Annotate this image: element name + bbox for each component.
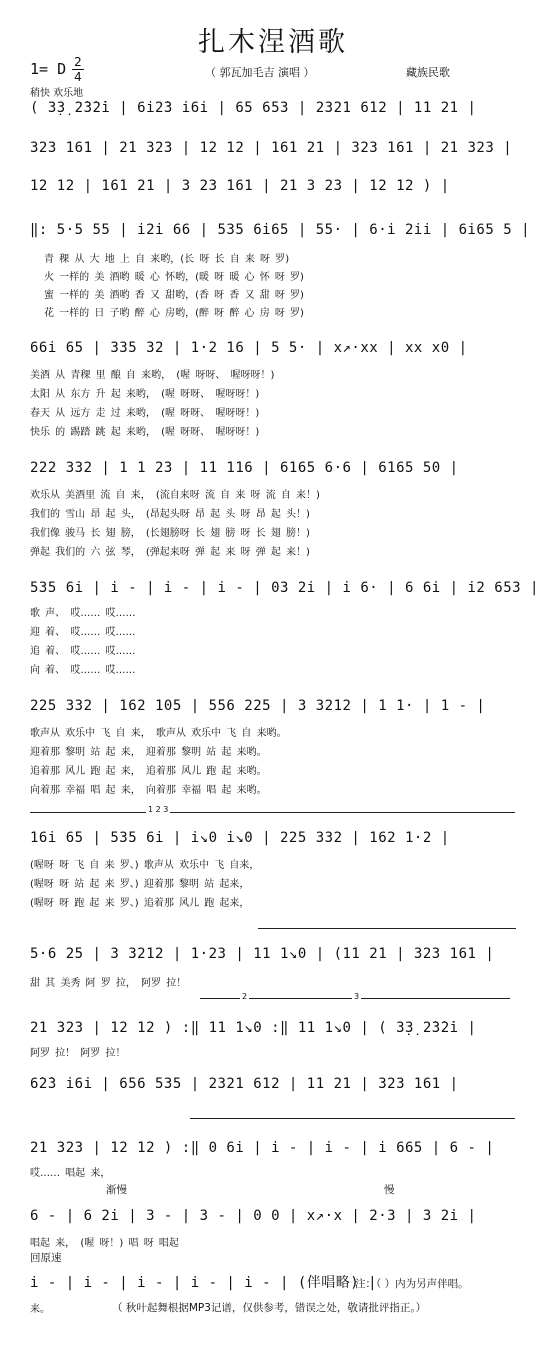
tempo-mark-slow-1: 渐慢 <box>106 1184 127 1196</box>
singer-credit: （ 郭瓦加毛吉 演唱 ） <box>205 66 315 79</box>
lyric-line: 青 稞 从 大 地 上 自 来哟，(长 呀 长 自 来 呀 罗) <box>44 254 290 265</box>
key-signature: 1= D <box>30 60 67 78</box>
volta-label-1: 1 2 3 <box>148 805 169 814</box>
score-line-2: 323 161 | 21 323 | 12 12 | 161 21 | 323 161 | 21 323 | <box>30 140 513 156</box>
score-line-9: 16i 65 | 535 6i | i↘0 i↘0 | 225 332 | 162 1·2 | <box>30 830 450 846</box>
genre-label: 藏族民歌 <box>406 66 450 79</box>
score-line-4: ‖: 5·5 55 | i2i 66 | 535 6i65 | 55· | 6·i 2ii | 6i65 5 | <box>30 222 531 238</box>
lyrics-block-3 <box>30 486 320 558</box>
lyric-line: (喔呀 呀 站 起 来 罗、) 迎着那 黎明 站 起来， <box>30 879 250 890</box>
lyric-line: 我们的 雪山 昂 起 头， (昂起头呀 昂 起 头 呀 昂 起 头！) <box>30 509 310 520</box>
lyrics-block-4 <box>30 604 136 676</box>
lyric-line: 欢乐从 美酒里 流 自 来， (流自来呀 流 自 来 呀 流 自 来！) <box>30 490 320 501</box>
lyric-line: 春天 从 远方 走 过 来哟， (喔 呀呀、 喔呀呀！) <box>30 408 260 419</box>
lyrics-block-1 <box>44 250 304 319</box>
lyric-line: 花 一样的 日 子哟 醉 心 房哟，(醉 呀 醉 心 房 呀 罗) <box>44 308 304 319</box>
lyrics-block-2 <box>30 366 275 438</box>
tempo-marking: 稍快 欢乐地 <box>30 88 84 99</box>
score-line-12: 6̇2̇3 i6i | 656 535 | 2321 612 | 11 21 | 323 161 | <box>30 1076 459 1092</box>
lyric-line-9: 哎…… 唱起 来， <box>30 1168 111 1179</box>
time-signature <box>72 56 84 83</box>
lyric-line: 太阳 从 东方 升 起 来哟， (喔 呀呀、 喔呀呀！) <box>30 389 260 400</box>
tempo-mark-return: 回原速 <box>30 1252 62 1264</box>
lyrics-block-6 <box>30 856 260 909</box>
lyric-line: (喔呀 呀 跑 起 来 罗、) 追着那 风儿 跑 起来， <box>30 898 250 909</box>
lyric-line: 歌声从 欢乐中 飞 自 来， 歌声从 欢乐中 飞 自 来哟。 <box>30 728 287 739</box>
score-line-10: 5·6 25 | 3 3212 | 1·23 | 11 1↘0 | (11 21 | 323 161 | <box>30 946 495 962</box>
lyric-line: 向 着、 哎…… 哎…… <box>30 665 136 676</box>
footnote: 注：（ ）内为另声伴唱。 <box>355 1278 469 1290</box>
score-line-11: 21 323 | 12 12 ) :‖ 11 1↘0 :‖ 11 1↘0 | ( 3̣3̣ 2̇3̇2̇i | <box>30 1020 477 1036</box>
score-line-3: 12 12 | 161 21 | 3 23 161 | 21 3 23 | 12 12 ) | <box>30 178 450 194</box>
lyric-line: 歌 声、 哎…… 哎…… <box>30 608 136 619</box>
lyric-line: 追着那 风儿 跑 起 来， 追着那 风儿 跑 起 来哟。 <box>30 766 267 777</box>
score-line-13: 21 323 | 12 12 ) :‖ 0 6i | i - | i - | i 665 | 6 - | <box>30 1140 495 1156</box>
lyric-line: 向着那 幸福 唱 起 来， 向着那 幸福 唱 起 来哟。 <box>30 785 267 796</box>
lyric-line: 弹起 我们的 六 弦 琴， (弹起来呀 弹 起 来 呀 弹 起 来！) <box>30 547 310 558</box>
time-numerator: 2 <box>74 55 82 69</box>
lyric-line: 美酒 从 青稞 里 酿 自 来哟， (喔 呀呀、 喔呀呀！) <box>30 370 275 381</box>
score-line-1: ( 3̣3̣ 2̇3̇2̇i | 6i2̇3 i6i | 65 653 | 2321 612 | 11 21 | <box>30 100 477 116</box>
lyrics-block-5 <box>30 724 287 796</box>
lyric-line: 我们像 骏马 长 翅 膀， (长翅膀呀 长 翅 膀 呀 长 翅 膀！) <box>30 528 310 539</box>
score-line-7: 535 6i | i - | i - | i - | 03 2i | i 6· | 6 6i | i2 653 | <box>30 580 539 596</box>
lyric-line-7: 甜 其 美秀 阿 罗 拉， 阿罗 拉！ <box>30 978 187 989</box>
lyric-line-8: 阿罗 拉！ 阿罗 拉！ <box>30 1048 126 1059</box>
time-denominator: 4 <box>74 70 82 84</box>
volta-label-3: 3 <box>354 992 360 1001</box>
lyric-line: 追 着、 哎…… 哎…… <box>30 646 136 657</box>
lyric-line: 蜜 一样的 美 酒哟 香 又 甜哟，(香 呀 香 又 甜 呀 罗) <box>44 290 304 301</box>
lyric-line: (喔呀 呀 飞 自 来 罗、) 歌声从 欢乐中 飞 自来， <box>30 860 260 871</box>
lyric-line-10: 唱起 来， (喔 呀！) 唱 呀 唱起 <box>30 1238 179 1249</box>
lyric-line: 迎 着、 哎…… 哎…… <box>30 627 136 638</box>
score-line-14: 6 - | 6 2i | 3 - | 3 - | 0 0 | x↗·x | 2·3 | 3 2i | <box>30 1208 477 1224</box>
lyric-line-11: 来。 <box>30 1304 50 1315</box>
volta-label-2: 2 <box>242 992 248 1001</box>
tempo-mark-slow-2: 慢 <box>384 1184 395 1196</box>
page-title: 扎木涅酒歌 <box>198 27 348 58</box>
lyric-line: 迎着那 黎明 站 起 来， 迎着那 黎明 站 起 来哟。 <box>30 747 267 758</box>
score-line-15: i - | i - | i - | i - | i - | (伴唱略) | <box>30 1275 378 1291</box>
lyric-line: 快乐 的 踢踏 跳 起 来哟， (喔 呀呀、 喔呀呀！) <box>30 427 260 438</box>
source-note: （ 秋叶起舞根据MP3记谱，仅供参考，错误之处，敬请批评指正。） <box>112 1302 427 1314</box>
score-line-6: 222 332 | 1 1 23 | 11 116 | 6165 6·6 | 6165 50 | <box>30 460 459 476</box>
score-line-8: 225 332 | 162 105 | 556 225 | 3 3212 | 1 1· | 1 - | <box>30 698 486 714</box>
score-line-5: 66i 65 | 335 32 | 1·2 16 | 5 5· | x↗·xx | xx x0 | <box>30 340 468 356</box>
lyric-line: 火 一样的 美 酒哟 暖 心 怀哟，(暖 呀 暖 心 怀 呀 罗) <box>44 272 304 283</box>
